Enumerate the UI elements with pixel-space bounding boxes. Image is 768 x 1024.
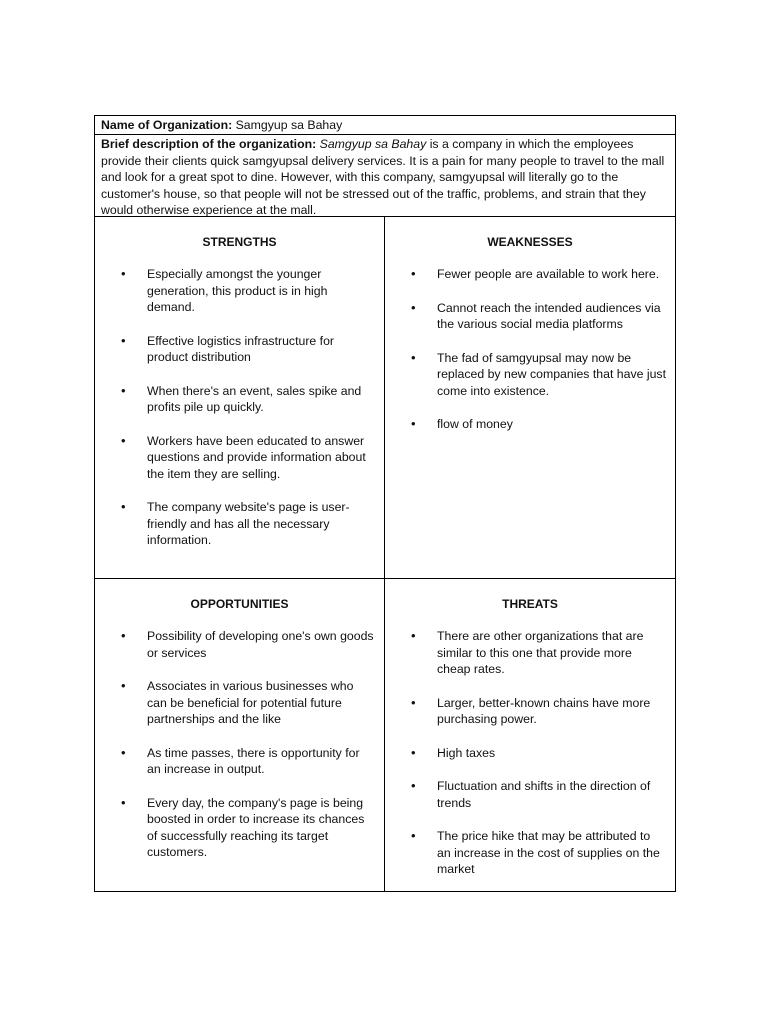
- list-item: [95, 678, 384, 728]
- weakness-text: The fad of samgyupsal may now be replaced by new companies that have just come into existence.: [437, 350, 666, 398]
- weakness-text: Cannot reach the intended audiences via the various social media platforms: [437, 300, 661, 331]
- threat-text: Fluctuation and shifts in the direction of trends: [437, 779, 651, 810]
- list-item: [385, 745, 675, 762]
- swot-grid: [95, 217, 675, 891]
- bullet-icon: •: [121, 332, 126, 348]
- organization-description-company: Samgyup sa Bahay: [319, 137, 427, 151]
- list-item: [95, 433, 384, 483]
- opportunities-list: [95, 628, 384, 861]
- list-item: [385, 266, 675, 283]
- weakness-text: flow of money: [437, 417, 513, 431]
- bullet-icon: •: [411, 744, 416, 760]
- strengths-cell: [95, 217, 385, 579]
- bullet-icon: •: [121, 266, 126, 281]
- bullet-icon: •: [121, 744, 126, 760]
- strength-text: Effective logistics infrastructure for product distribution: [147, 333, 335, 364]
- strength-text: The company website's page is user-friendly and has all the necessary information.: [147, 500, 350, 547]
- swot-document: [94, 115, 676, 892]
- strength-text: Workers have been educated to answer questions and provide information about the item they are selling.: [147, 433, 366, 481]
- opportunities-title: OPPORTUNITIES: [190, 597, 289, 611]
- bullet-icon: •: [121, 432, 126, 448]
- bullet-icon: •: [121, 678, 126, 693]
- bullet-icon: •: [411, 778, 416, 793]
- list-item: [385, 350, 675, 400]
- threat-text: Larger, better-known chains have more purchasing power.: [437, 695, 651, 726]
- bullet-icon: •: [121, 382, 126, 398]
- threats-cell: [385, 579, 675, 891]
- opportunity-text: As time passes, there is opportunity for an increase in output.: [147, 745, 360, 776]
- threat-text: The price hike that may be attributed to an increase in the cost of supplies on the market: [437, 829, 660, 876]
- threats-list: [385, 628, 675, 878]
- list-item: [385, 778, 675, 811]
- weakness-text: Fewer people are available to work here.: [437, 267, 660, 281]
- organization-description-text: is a company in which the employees provide their clients quick samgyupsal delivery services. It is a pain for many people to travel to the mall and look for a great spot to dine. However, with this company, samgyupsal will literally go to the customer's house, so that people will not be stressed out of the traffic, problems, and strain that they would otherwise experience at the mall.: [101, 137, 665, 217]
- bullet-icon: •: [411, 266, 416, 281]
- organization-name-value: Samgyup sa Bahay: [235, 118, 343, 132]
- list-item: [385, 695, 675, 728]
- bullet-icon: •: [121, 628, 126, 643]
- threats-title: THREATS: [502, 597, 558, 611]
- bullet-icon: •: [121, 499, 126, 514]
- weaknesses-title: WEAKNESSES: [487, 235, 573, 249]
- organization-name-row: [95, 116, 675, 135]
- list-item: [95, 499, 384, 549]
- weaknesses-cell: [385, 217, 675, 579]
- bullet-icon: •: [411, 694, 416, 710]
- bullet-icon: •: [411, 416, 416, 431]
- strengths-title: STRENGTHS: [202, 235, 277, 249]
- threat-text: There are other organizations that are similar to this one that provide more cheap rates.: [437, 629, 644, 676]
- opportunity-text: Associates in various businesses who can be beneficial for potential future partnerships and the like: [147, 679, 354, 726]
- organization-name-label: Name of Organization:: [101, 118, 233, 132]
- list-item: [95, 795, 384, 861]
- list-item: [95, 628, 384, 661]
- list-item: [95, 266, 384, 316]
- weaknesses-list: [385, 266, 675, 433]
- bullet-icon: •: [411, 349, 416, 365]
- opportunity-text: Possibility of developing one's own goods or services: [147, 629, 374, 660]
- list-item: [95, 745, 384, 778]
- list-item: [95, 383, 384, 416]
- list-item: [385, 300, 675, 333]
- threat-text: High taxes: [437, 745, 496, 760]
- bullet-icon: •: [121, 794, 126, 810]
- strengths-list: [95, 266, 384, 549]
- bullet-icon: •: [411, 828, 416, 843]
- list-item: [385, 828, 675, 878]
- list-item: [385, 416, 675, 433]
- bullet-icon: •: [411, 299, 416, 315]
- list-item: [95, 333, 384, 366]
- strength-text: When there's an event, sales spike and profits pile up quickly.: [147, 383, 362, 414]
- opportunities-cell: [95, 579, 385, 891]
- opportunity-text: Every day, the company's page is being boosted in order to increase its chances of successfully reaching its target customers.: [147, 795, 365, 859]
- organization-description-row: [95, 135, 675, 217]
- bullet-icon: •: [411, 628, 416, 643]
- list-item: [385, 628, 675, 678]
- strength-text: Especially amongst the younger generation, this product is in high demand.: [147, 267, 328, 314]
- organization-description-label: Brief description of the organization:: [101, 137, 317, 151]
